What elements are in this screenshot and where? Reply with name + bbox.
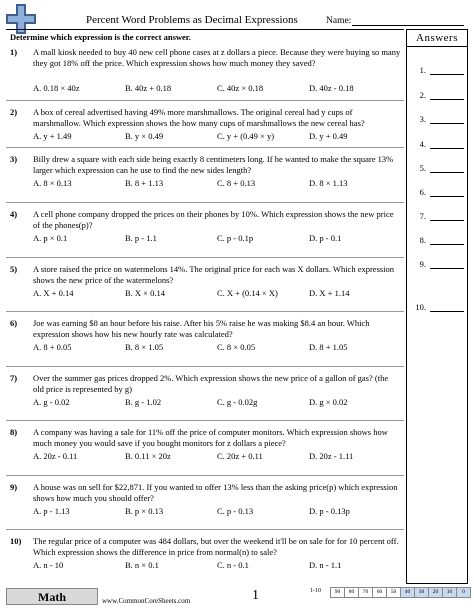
answer-number: 9. <box>419 259 426 269</box>
question-number: 4) <box>10 209 18 219</box>
answer-blank[interactable] <box>430 196 464 197</box>
answer-blank[interactable] <box>430 311 464 312</box>
score-cell: 80 <box>344 587 359 598</box>
score-cell: 0 <box>456 587 471 598</box>
answers-title: Answers <box>416 32 458 44</box>
question-7 <box>6 373 404 431</box>
site-url: www.CommonCoreSheets.com <box>102 597 191 605</box>
answer-options <box>33 131 401 142</box>
question-text: A mall kiosk needed to buy 40 new cell phone cases at z dollars a piece. Because they were buying so many they got 18% off the price. Which expression shows how much money they saved? <box>33 47 401 68</box>
score-cell: 50 <box>386 587 401 598</box>
score-cell: 40 <box>400 587 415 598</box>
page-footer <box>6 586 468 608</box>
answer-number: 5. <box>419 163 426 173</box>
question-number: 3) <box>10 154 18 164</box>
score-cell: 60 <box>372 587 387 598</box>
question-text: A box of cereal advertised having 49% more marshmallows. The original cereal had y cups of marshmallow. Which expression shows the how many cups of marshmallows the new cereal has? <box>33 107 365 128</box>
option-b[interactable]: B. p × 0.13 <box>125 506 164 516</box>
answer-row <box>411 139 467 151</box>
answer-row <box>411 235 467 247</box>
page-title: Percent Word Problems as Decimal Expressions <box>86 14 298 26</box>
answer-options <box>33 83 401 94</box>
answer-blank[interactable] <box>430 172 464 173</box>
question-number: 1) <box>10 47 18 57</box>
option-c[interactable]: C. 20z + 0.11 <box>217 451 263 461</box>
question-divider <box>6 475 404 476</box>
answer-row <box>411 163 467 175</box>
answer-number: 10. <box>415 302 426 312</box>
answer-row <box>411 65 467 77</box>
question-text: Billy drew a square with each side being exactly 8 centimeters long. If he wanted to make the square 13% larger which expression can he use to find the new sides length? <box>33 154 394 175</box>
option-b[interactable]: B. p - 1.1 <box>125 233 157 243</box>
answer-options <box>33 506 401 517</box>
score-cell: 10 <box>442 587 457 598</box>
answer-row <box>411 302 467 314</box>
page-number: 1 <box>252 588 259 603</box>
answer-blank[interactable] <box>430 268 464 269</box>
option-d[interactable]: D. 8 + 1.05 <box>309 342 348 352</box>
subject-label: Math <box>6 588 98 605</box>
option-d[interactable]: D. n - 1.1 <box>309 560 342 570</box>
question-8 <box>6 427 404 485</box>
question-number: 5) <box>10 264 18 274</box>
answer-number: 7. <box>419 211 426 221</box>
question-number: 6) <box>10 318 18 328</box>
answer-row <box>411 114 467 126</box>
option-c[interactable]: C. X + (0.14 × X) <box>217 288 278 298</box>
answer-row <box>411 211 467 223</box>
answer-options <box>33 178 401 189</box>
option-a[interactable]: A. p × 0.1 <box>33 233 68 243</box>
name-field[interactable] <box>352 25 464 26</box>
answers-panel <box>406 29 468 584</box>
option-b[interactable]: B. n × 0.1 <box>125 560 159 570</box>
answer-blank[interactable] <box>430 244 464 245</box>
option-a[interactable]: A. g - 0.02 <box>33 397 70 407</box>
option-d[interactable]: D. 40z - 0.18 <box>309 83 354 93</box>
question-text: A store raised the price on watermelons 14%. The original price for each was X dollars. Which expression shows the new price of the watermelons? <box>33 264 395 285</box>
question-text: Over the summer gas prices dropped 2%. Which expression shows the new price of a gallon of gas? (the old price is represented by g) <box>33 373 389 394</box>
answer-row <box>411 90 467 102</box>
question-text: A cell phone company dropped the prices on their phones by 10%. Which expression shows the new price of the phones(p)? <box>33 209 394 230</box>
option-a[interactable]: A. 20z - 0.11 <box>33 451 78 461</box>
option-b[interactable]: B. 40z + 0.18 <box>125 83 172 93</box>
answer-options <box>33 342 401 353</box>
question-divider <box>6 420 404 421</box>
score-cell: 20 <box>428 587 443 598</box>
answer-options <box>33 451 401 462</box>
answer-options <box>33 233 401 244</box>
answer-row <box>411 259 467 271</box>
option-d[interactable]: D. X + 1.14 <box>309 288 350 298</box>
answer-number: 3. <box>419 114 426 124</box>
option-b[interactable]: B. 8 + 1.13 <box>125 178 164 188</box>
option-c[interactable]: C. 40z × 0.18 <box>217 83 264 93</box>
question-number: 7) <box>10 373 18 383</box>
answers-divider <box>407 46 467 47</box>
option-c[interactable]: C. p - 0.13 <box>217 506 254 516</box>
option-c[interactable]: C. y + (0.49 × y) <box>217 131 275 141</box>
question-divider <box>6 529 404 530</box>
answer-options <box>33 560 401 571</box>
score-table <box>331 587 471 598</box>
option-c[interactable]: C. 8 + 0.13 <box>217 178 256 188</box>
name-label: Name: <box>326 16 352 26</box>
option-d[interactable]: D. p - 0.1 <box>309 233 342 243</box>
answer-number: 2. <box>419 90 426 100</box>
question-text: A company was having a sale for 11% off the price of computer monitors. Which expression shows how much money you would save if you bought monitors for z dollars a piece? <box>33 427 388 448</box>
question-divider <box>6 366 404 367</box>
question-number: 9) <box>10 482 18 492</box>
answer-row <box>411 187 467 199</box>
question-9 <box>6 482 404 540</box>
question-3 <box>6 154 404 212</box>
answer-options <box>33 288 401 299</box>
option-d[interactable]: D. 20z - 1.11 <box>309 451 354 461</box>
question-divider <box>6 100 404 101</box>
answer-number: 1. <box>419 65 426 75</box>
question-divider <box>6 311 404 312</box>
option-a[interactable]: A. n - 10 <box>33 560 64 570</box>
option-a[interactable]: A. p - 1.13 <box>33 506 70 516</box>
question-divider <box>6 147 404 148</box>
question-6 <box>6 318 404 376</box>
question-1 <box>6 47 404 105</box>
option-b[interactable]: B. 8 × 1.05 <box>125 342 164 352</box>
question-divider <box>6 257 404 258</box>
question-number: 8) <box>10 427 18 437</box>
question-text: A house was on sell for $22,871. If you wanted to offer 13% less than the asking price(p) which expression shows how much you should offer? <box>33 482 398 503</box>
option-b[interactable]: B. y × 0.49 <box>125 131 164 141</box>
option-a[interactable]: A. 0.18 × 40z <box>33 83 80 93</box>
option-c[interactable]: C. 8 × 0.05 <box>217 342 256 352</box>
question-number: 10) <box>10 536 22 546</box>
question-5 <box>6 264 404 322</box>
option-a[interactable]: A. y + 1.49 <box>33 131 72 141</box>
score-cell: 30 <box>414 587 429 598</box>
option-d[interactable]: D. p - 0.13p <box>309 506 350 516</box>
score-cell: 90 <box>330 587 345 598</box>
answer-number: 4. <box>419 139 426 149</box>
option-d[interactable]: D. 8 × 1.13 <box>309 178 348 188</box>
score-range-label: 1-10 <box>310 588 321 594</box>
option-d[interactable]: D. g × 0.02 <box>309 397 348 407</box>
answer-blank[interactable] <box>430 148 464 149</box>
question-4 <box>6 209 404 267</box>
questions-panel <box>6 30 404 584</box>
option-a[interactable]: A. 8 + 0.05 <box>33 342 72 352</box>
score-cell: 70 <box>358 587 373 598</box>
instructions: Determine which expression is the correct answer. <box>10 32 191 42</box>
question-text: The regular price of a computer was 484 dollars, but over the weekend it'll be on sale for for 10 percent off. Which expression shows the difference in price from normal(n) to sale? <box>33 536 399 557</box>
option-c[interactable]: C. p - 0.1p <box>217 233 254 243</box>
answer-blank[interactable] <box>430 99 464 100</box>
answer-blank[interactable] <box>430 220 464 221</box>
option-c[interactable]: C. g - 0.02g <box>217 397 258 407</box>
option-d[interactable]: D. y + 0.49 <box>309 131 348 141</box>
option-b[interactable]: B. 0.11 × 20z <box>125 451 171 461</box>
option-a[interactable]: A. X + 0.14 <box>33 288 74 298</box>
question-number: 2) <box>10 107 18 117</box>
answer-blank[interactable] <box>430 74 464 75</box>
answer-options <box>33 397 401 408</box>
question-text: Joe was earning $8 an hour before his raise. After his 5% raise he was making $8.4 an hour. Which expression shows how his new hourly rate was calculated? <box>33 318 370 339</box>
option-a[interactable]: A. 8 × 0.13 <box>33 178 72 188</box>
question-divider <box>6 202 404 203</box>
option-b[interactable]: B. X × 0.14 <box>125 288 165 298</box>
answer-number: 6. <box>419 187 426 197</box>
option-c[interactable]: C. n - 0.1 <box>217 560 249 570</box>
answer-number: 8. <box>419 235 426 245</box>
answer-blank[interactable] <box>430 123 464 124</box>
option-b[interactable]: B. g - 1.02 <box>125 397 162 407</box>
